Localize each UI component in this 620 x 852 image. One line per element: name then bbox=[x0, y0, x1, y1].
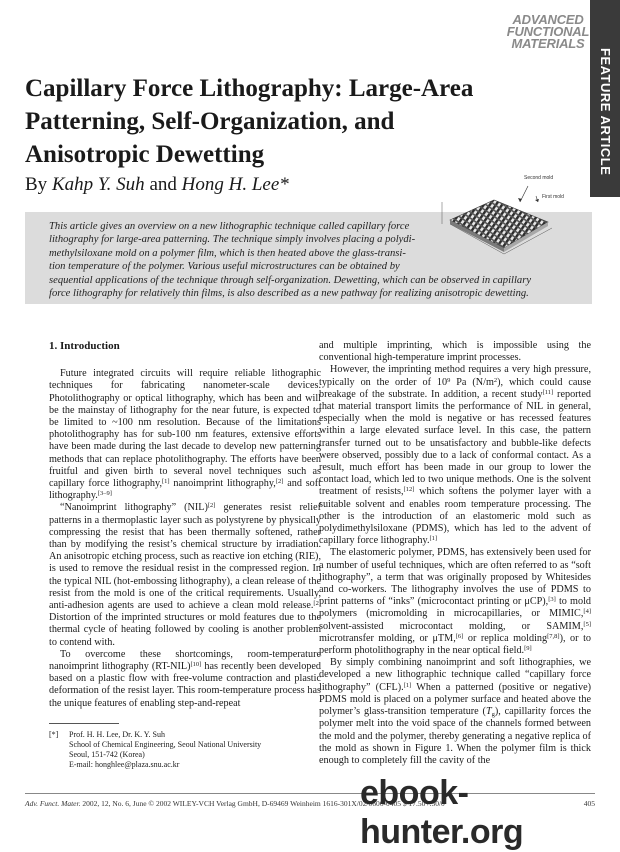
footnote-rule bbox=[49, 723, 119, 724]
abstract-line: This article gives an overview on a new lithographic technique called capillary force bbox=[49, 221, 410, 232]
author-byline bbox=[25, 174, 289, 196]
author-name: Hong H. Lee* bbox=[181, 174, 289, 195]
citation-info: 2002, 12, No. 6, June © 2002 WILEY-VCH Verlag GmbH, D-69469 Weinheim 1616-301X/02/0606-0405 $ 17.50+.50/0 bbox=[80, 799, 445, 808]
journal-logo-line: MATERIALS bbox=[511, 36, 585, 51]
body-paragraph: By simply combining nanoimprint and soft lithographies, we developed a new lithographic technique called “capillary force lithography” (CFL).[1] When a patterned (positive or negative) PDMS mold is placed on a polymer surface and heated above the polymer’s glass-transition temperature $(T_g)$, capillarity forces the polymer melt into the void space of the channels formed between the mold and the polymer, thereby generating a negative replica of the mold as shown in Figure 1. When the polymer film is thick enough to completely fill the cavity of the bbox=[319, 657, 591, 766]
byline-and: and bbox=[149, 174, 177, 195]
journal-logo-line: FUNCTIONAL bbox=[506, 24, 590, 39]
figure-label-first-mold: First mold bbox=[542, 194, 564, 200]
abstract-line: force lithography for relatively thin films, is also described as a new pathway for realizing anisotropic dewetting. bbox=[49, 288, 529, 300]
section-heading: 1. Introduction bbox=[49, 340, 120, 352]
feature-article-tab bbox=[590, 0, 620, 197]
footnote-line: Seoul, 151-742 (Korea) bbox=[69, 750, 145, 759]
body-paragraph: Future integrated circuits will require reliable lithographic techniques for fabricating nanometer-scale devices. Photolithography or optical lithography, which has been and will be the mainstay of lithography for the near future, is expected to be limited to ~100 nm resolution. Because of the limitations photolithography has for sub-100 nm features, extensive efforts have been made during the last decade to develop new patterning methods that can replace photolithography. The efforts have been fruitful and given birth to several novel techniques such as capillary force lithography,[1] nanoimprint lithography,[2] and soft lithography.[3–9] bbox=[49, 368, 321, 502]
feature-article-label: FEATURE ARTICLE bbox=[598, 48, 613, 176]
body-paragraph: However, the imprinting method requires a very high pressure, typically on the order of $10^9$ Pa $(N/m^2)$, which could cause breakage of the substrate. In addition, a recent study[11] reported that material transport limits the performance of NIL in general, especially when the mold is negative or has recessed features within a large elevated surface level. In this case, the pattern transfer turned out to be unsatisfactory and bubble-like defects were observed, possibly due to a lack of conformal contact. As a result, much effort has been made in our group to lower the contact load, which led to two unique methods. One is the solvent treatment of resists,[12] which softens the polymer layer with a suitable solvent and enables room temperature processing. The other is the introduction of an elastomeric mold such as polydimethylsiloxane (PDMS), which has led to the advent of capillary force lithography.[1] bbox=[319, 364, 591, 547]
left-column bbox=[49, 340, 321, 710]
footnote-mark: [*] bbox=[49, 730, 59, 739]
abstract-line: tion temperature of the polymer. Various useful microstructures can be obtained by bbox=[49, 261, 400, 273]
title-line: Capillary Force Lithography: Large-Area bbox=[25, 75, 474, 102]
page-number: 405 bbox=[583, 799, 595, 808]
body-paragraph: and multiple imprinting, which is impossible using the conventional high-temperature imprint processes. bbox=[319, 340, 591, 364]
abstract-line: lithography for large-area patterning. The technique simply involves placing a polydi- bbox=[49, 234, 416, 246]
body-paragraph: The elastomeric polymer, PDMS, has extensively been used for a number of useful techniques, which are often referred to as “soft lithography”, a term that was originally proposed by Whitesides and co-workers. The lithography involves the use of PDMS to print patterns of “inks” (microcontact printing or μCP),[3] to mold polymers (micromolding in microcapillaries, or MIMIC,[4] solvent-assisted microcontact molding, or SAMIM,[5] microtransfer molding, or μTM,[6] or replica molding[7,8]), or to perform photolithography in the near optical field.[9] bbox=[319, 547, 591, 657]
byline-by: By bbox=[25, 174, 48, 195]
footnote-line: School of Chemical Engineering, Seoul National University bbox=[69, 740, 262, 749]
footnote bbox=[49, 730, 309, 770]
journal-logo bbox=[506, 14, 590, 50]
figure-label-second-mold: Second mold bbox=[524, 175, 554, 181]
journal-name: Adv. Funct. Mater. bbox=[25, 799, 81, 808]
footnote-line: Prof. H. H. Lee, Dr. K. Y. Suh bbox=[69, 730, 165, 739]
footnote-line: E-mail: honghlee@plaza.snu.ac.kr bbox=[69, 760, 180, 769]
title-line: Anisotropic Dewetting bbox=[25, 141, 265, 168]
journal-logo-line: ADVANCED bbox=[512, 12, 584, 27]
right-column bbox=[319, 340, 591, 767]
body-paragraph: “Nanoimprint lithography” (NIL)[2] generates resist relief patterns in a thermoplastic layer such as polystyrene by physically compressing the resist that has been thermally softened, rather than by modifying the resist’s chemical structure by irradiation. An anisotropic etching process, such as reactive ion etching (RIE), is used to remove the residual resist in the compressed region. In the typical NIL (hot-embossing lithography), a clean release of the resist from the mold is one of the critical requirements. Usually, anti-adhesion agents are used to achieve a clean mold release.[2] Distortion of the imprinted structures or mold features due to the thermal cycle of heating followed by cooling is another problem to contend with. bbox=[49, 502, 321, 648]
abstract bbox=[49, 220, 569, 300]
abstract-line: methylsiloxane mold on a polymer film, which is then heated above the glass-transi- bbox=[49, 247, 406, 259]
watermark: ebook-hunter.org bbox=[360, 774, 524, 851]
article-title bbox=[25, 72, 545, 171]
author-name: Kahp Y. Suh bbox=[51, 174, 145, 195]
abstract-line: sequential applications of the technique through self-organization. Dewetting, which can be observed in capillary bbox=[49, 274, 532, 286]
title-line: Patterning, Self-Organization, and bbox=[25, 108, 395, 135]
body-paragraph: To overcome these shortcomings, room-temperature nanoimprint lithography (RT-NIL)[10] has recently been developed based on a plastic flow with free-volume contraction and plastic deformation of the resist layer. This room-temperature process has the unique features of enabling step-and-repeat bbox=[49, 648, 321, 709]
